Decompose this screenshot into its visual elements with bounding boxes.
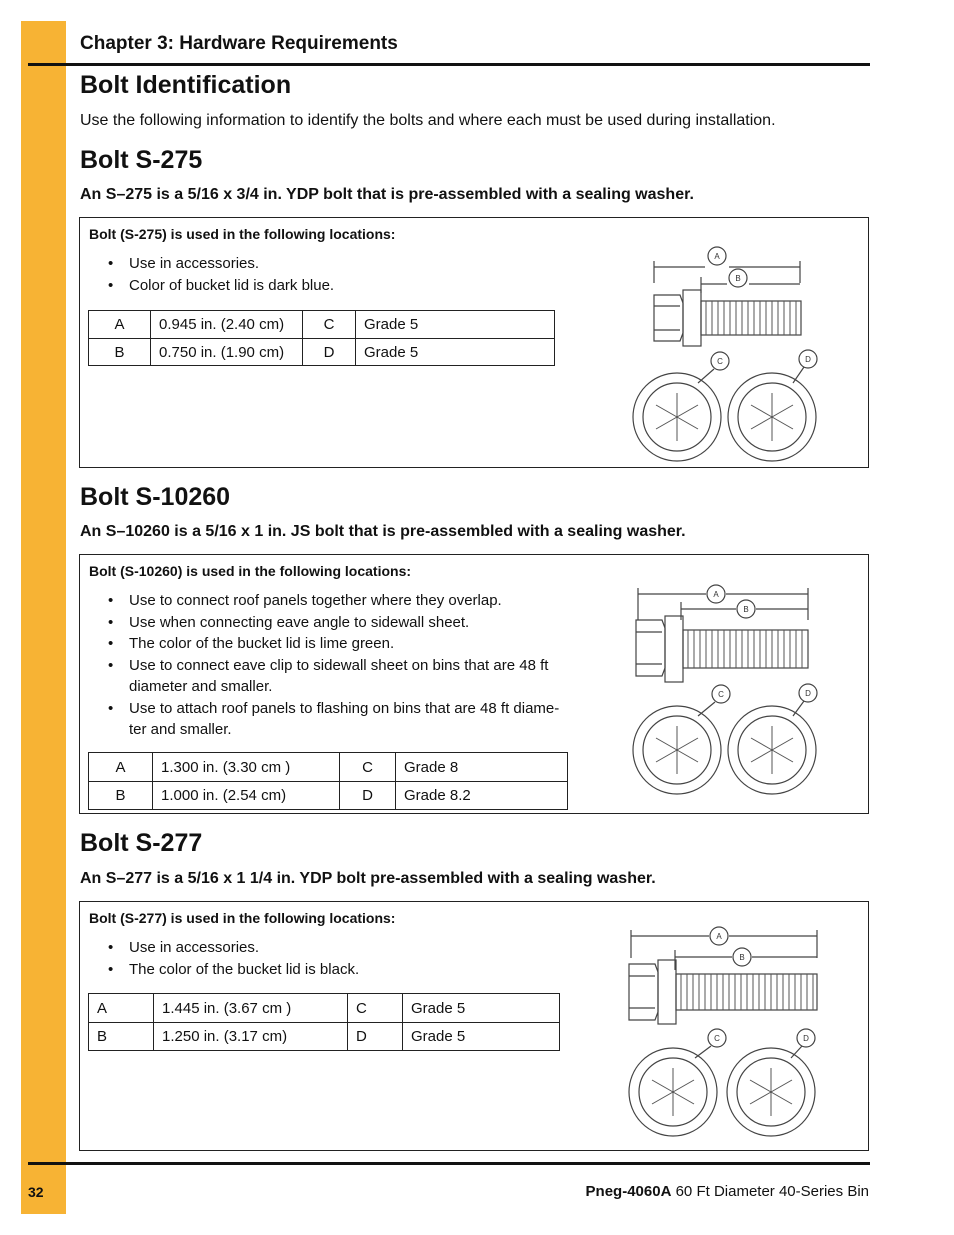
table-row bbox=[89, 1023, 560, 1051]
chapter-heading: Chapter 3: Hardware Requirements bbox=[80, 33, 398, 54]
bolt-diagram bbox=[628, 243, 823, 465]
diagram-label-a: A bbox=[716, 932, 722, 941]
bolt-lead: An S–277 is a 5/16 x 1 1/4 in. YDP bolt pre-assembled with a sealing washer. bbox=[80, 870, 656, 887]
bolt-lead: An S–10260 is a 5/16 x 1 in. JS bolt that is pre-assembled with a sealing washer. bbox=[80, 523, 686, 540]
diagram-label-a: A bbox=[714, 252, 720, 261]
table-cell: D bbox=[303, 339, 356, 366]
diagram-label-c: C bbox=[714, 1034, 720, 1043]
document-id: Pneg-4060A bbox=[585, 1183, 672, 1200]
intro-text: Use the following information to identify the bolts and where each must be used during installation. bbox=[80, 112, 776, 129]
table-cell: Grade 8.2 bbox=[396, 782, 568, 810]
bolt-info-box bbox=[79, 217, 869, 468]
diagram-label-d: D bbox=[805, 355, 811, 364]
diagram-label-c: C bbox=[717, 357, 723, 366]
diagram-label-a: A bbox=[713, 590, 719, 599]
spec-table bbox=[88, 752, 568, 810]
bolt-heading: Bolt S-10260 bbox=[80, 483, 231, 511]
bolt-info-box bbox=[79, 901, 869, 1151]
table-row bbox=[89, 994, 560, 1023]
table-cell: Grade 5 bbox=[403, 1023, 560, 1051]
list-item: • Use when connecting eave angle to sidewall sheet. bbox=[108, 612, 568, 634]
spec-table bbox=[88, 993, 560, 1051]
table-cell: Grade 5 bbox=[356, 311, 555, 339]
list-item: • The color of the bucket lid is black. bbox=[108, 959, 568, 981]
bolt-diagram bbox=[623, 924, 828, 1139]
table-cell: 1.445 in. (3.67 cm ) bbox=[154, 994, 348, 1023]
table-cell: D bbox=[348, 1023, 403, 1051]
bullet-list bbox=[108, 590, 568, 741]
footer-document-title bbox=[586, 1183, 869, 1200]
document-title: 60 Ft Diameter 40-Series Bin bbox=[671, 1183, 869, 1200]
list-item: • Use to attach roof panels to flashing on bins that are 48 ft diame-ter and smaller. bbox=[108, 698, 568, 741]
table-cell: A bbox=[89, 994, 154, 1023]
table-cell: A bbox=[89, 753, 153, 782]
table-row bbox=[89, 753, 568, 782]
table-cell: 1.000 in. (2.54 cm) bbox=[153, 782, 340, 810]
header-rule bbox=[28, 63, 870, 66]
diagram-label-b: B bbox=[735, 274, 741, 283]
table-cell: A bbox=[89, 311, 151, 339]
table-cell: 0.750 in. (1.90 cm) bbox=[151, 339, 303, 366]
table-cell: Grade 5 bbox=[356, 339, 555, 366]
bullet-list bbox=[108, 937, 568, 980]
side-color-bar bbox=[21, 21, 66, 1214]
diagram-label-c: C bbox=[718, 690, 724, 699]
table-cell: B bbox=[89, 339, 151, 366]
list-item: • The color of the bucket lid is lime green. bbox=[108, 633, 568, 655]
box-title: Bolt (S-275) is used in the following locations: bbox=[89, 226, 396, 242]
table-cell: B bbox=[89, 782, 153, 810]
bolt-lead: An S–275 is a 5/16 x 3/4 in. YDP bolt that is pre-assembled with a sealing washer. bbox=[80, 186, 694, 203]
diagram-label-b: B bbox=[739, 953, 745, 962]
bolt-info-box bbox=[79, 554, 869, 814]
page-title: Bolt Identification bbox=[80, 71, 292, 99]
table-cell: C bbox=[340, 753, 396, 782]
diagram-label-b: B bbox=[743, 605, 749, 614]
box-title: Bolt (S-10260) is used in the following locations: bbox=[89, 563, 412, 579]
table-cell: Grade 5 bbox=[403, 994, 560, 1023]
table-cell: 0.945 in. (2.40 cm) bbox=[151, 311, 303, 339]
table-cell: 1.250 in. (3.17 cm) bbox=[154, 1023, 348, 1051]
footer-rule bbox=[28, 1162, 870, 1165]
table-cell: B bbox=[89, 1023, 154, 1051]
list-item: • Use in accessories. bbox=[108, 253, 568, 275]
table-cell: Grade 8 bbox=[396, 753, 568, 782]
table-cell: C bbox=[303, 311, 356, 339]
table-row bbox=[89, 339, 555, 366]
diagram-label-d: D bbox=[805, 689, 811, 698]
bolt-diagram bbox=[628, 580, 828, 808]
page-number: 32 bbox=[28, 1184, 44, 1200]
bolt-heading: Bolt S-275 bbox=[80, 146, 203, 174]
bolt-heading: Bolt S-277 bbox=[80, 829, 203, 857]
diagram-label-d: D bbox=[803, 1034, 809, 1043]
spec-table bbox=[88, 310, 555, 366]
list-item: • Use in accessories. bbox=[108, 937, 568, 959]
table-cell: C bbox=[348, 994, 403, 1023]
table-cell: D bbox=[340, 782, 396, 810]
list-item: • Use to connect eave clip to sidewall sheet on bins that are 48 ft diameter and smaller. bbox=[108, 655, 568, 698]
table-row bbox=[89, 311, 555, 339]
table-cell: 1.300 in. (3.30 cm ) bbox=[153, 753, 340, 782]
list-item: • Color of bucket lid is dark blue. bbox=[108, 275, 568, 297]
list-item: • Use to connect roof panels together where they overlap. bbox=[108, 590, 568, 612]
bullet-list bbox=[108, 253, 568, 296]
table-row bbox=[89, 782, 568, 810]
box-title: Bolt (S-277) is used in the following locations: bbox=[89, 910, 396, 926]
